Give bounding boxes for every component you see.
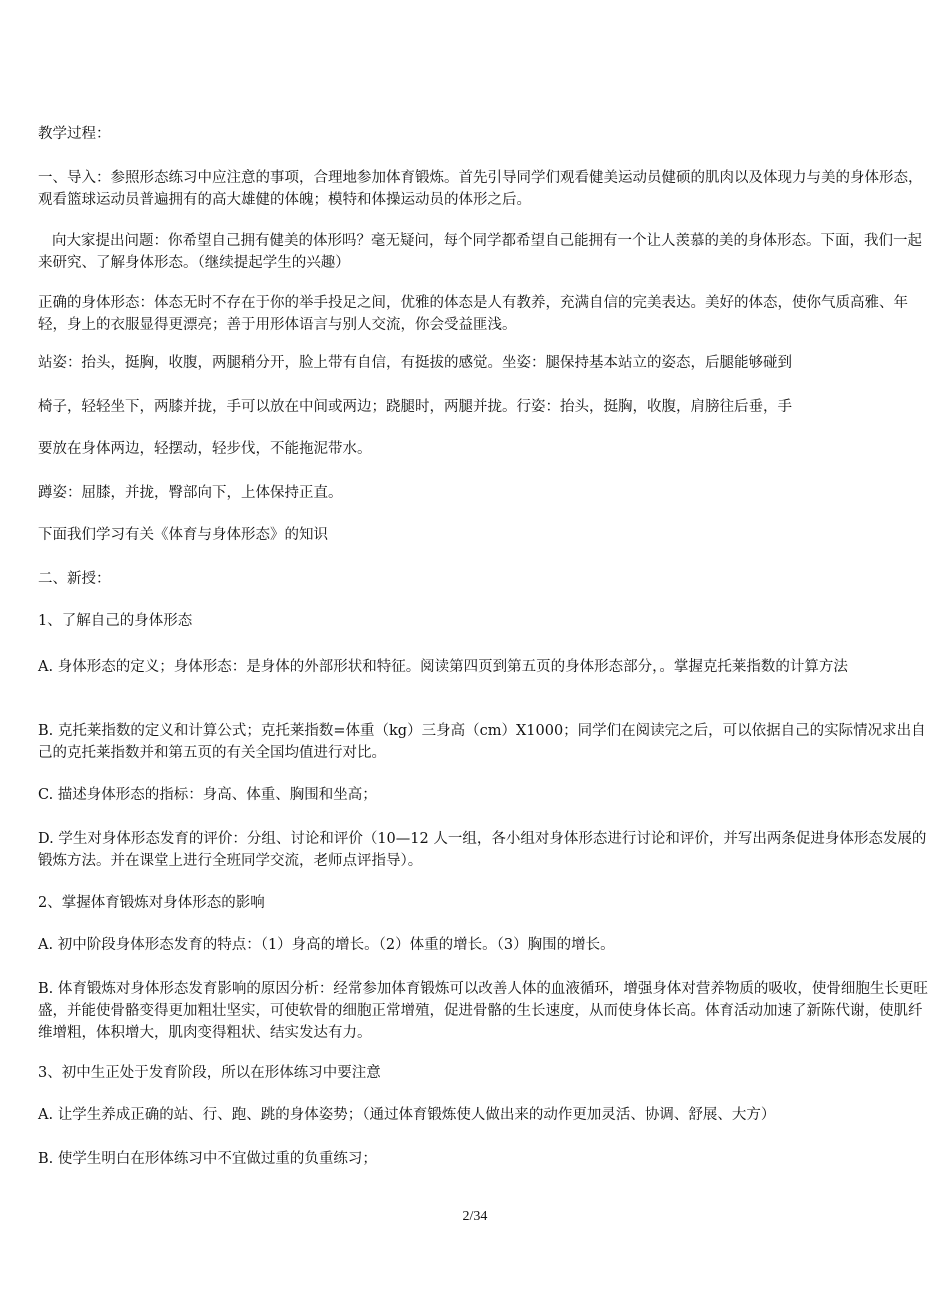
paragraph-transition: 下面我们学习有关《体育与身体形态》的知识 — [38, 527, 328, 543]
subsection-3-title: 3、初中生正处于发育阶段，所以在形体练习中要注意 — [38, 1065, 381, 1081]
paragraph-3b: B. 使学生明白在形体练习中不宜做过重的负重练习； — [38, 1151, 377, 1167]
paragraph-question: 向大家提出问题：你希望自己拥有健美的体形吗？毫无疑问，每个同学都希望自己能拥有一个让人羡慕的美的身体形态。下面，我们一起来研究、了解身体形态。（继续提起学生的兴趣） — [38, 233, 922, 271]
paragraph-standing-line-1: 站姿：抬头，挺胸，收腹，两腿稍分开，脸上带有自信，有挺拔的感觉。坐姿：腿保持基本站立的姿态，后腿能够碰到 — [38, 355, 792, 371]
page-number: 2/34 — [462, 1209, 488, 1224]
paragraph-3a: A. 让学生养成正确的站、行、跑、跳的身体姿势；（通过体育锻炼使人做出来的动作更加灵活、协调、舒展、大方） — [38, 1107, 776, 1123]
paragraph-intro: 一、导入：参照形态练习中应注意的事项，合理地参加体育锻炼。首先引导同学们观看健美运动员健硕的肌肉以及体现力与美的身体形态，观看篮球运动员普遍拥有的高大雄健的体魄；模特和体操运动员的体形之后。 — [38, 170, 923, 208]
subsection-2-title: 2、掌握体育锻炼对身体形态的影响 — [38, 895, 265, 911]
section-new-lesson: 二、新授： — [38, 571, 111, 587]
paragraph-2b: B. 体育锻炼对身体形态发育影响的原因分析：经常参加体育锻炼可以改善人体的血液循环，增强身体对营养物质的吸收，使骨细胞生长更旺盛，并能使骨骼变得更加粗壮坚实，可使软骨的细胞正常增殖，促进骨骼的生长速度，从而使身体长高。体育活动加速了新陈代谢，使肌纤维增粗，体积增大，肌肉变得粗状、结实发达有力。 — [38, 981, 928, 1041]
paragraph-1d: D. 学生对身体形态发育的评价：分组、讨论和评价（10—12 人一组，各小组对身体形态进行讨论和评价，并写出两条促进身体形态发展的锻炼方法。并在课堂上进行全班同学交流，老师点评指导）。 — [38, 831, 927, 869]
subsection-1-title: 1、了解自己的身体形态 — [38, 613, 193, 629]
paragraph-1b: B. 克托莱指数的定义和计算公式；克托莱指数=体重（kg）三身高（cm）X1000；同学们在阅读完之后，可以依据自己的实际情况求出自己的克托莱指数并和第五页的有关全国均值进行对比。 — [38, 723, 926, 761]
paragraph-standing-line-3: 要放在身体两边，轻摆动，轻步伐，不能拖泥带水。 — [38, 441, 372, 457]
paragraph-squatting: 蹲姿：屈膝，并拢，臀部向下，上体保持正直。 — [38, 485, 343, 501]
paragraph-standing-line-2: 椅子，轻轻坐下，两膝并拢，手可以放在中间或两边；跷腿时，两腿并拢。行姿：抬头，挺胸，收腹，肩膀往后垂，手 — [38, 399, 792, 415]
paragraph-1c: C. 描述身体形态的指标：身高、体重、胸围和坐高； — [38, 787, 377, 803]
paragraph-2a: A. 初中阶段身体形态发育的特点：（1）身高的增长。（2）体重的增长。（3）胸围的增长。 — [38, 937, 615, 953]
paragraph-correct-posture: 正确的身体形态：体态无时不存在于你的举手投足之间，优雅的体态是人有教养，充满自信的完美表达。美好的体态，使你气质高雅、年轻，身上的衣服显得更漂亮；善于用形体语言与别人交流，你会受益匪浅。 — [38, 295, 908, 333]
paragraph-1a: A. 身体形态的定义；身体形态：是身体的外部形状和特征。阅读第四页到第五页的身体形态部分，。掌握克托莱指数的计算方法 — [38, 659, 848, 675]
section-heading: 教学过程： — [38, 126, 111, 142]
